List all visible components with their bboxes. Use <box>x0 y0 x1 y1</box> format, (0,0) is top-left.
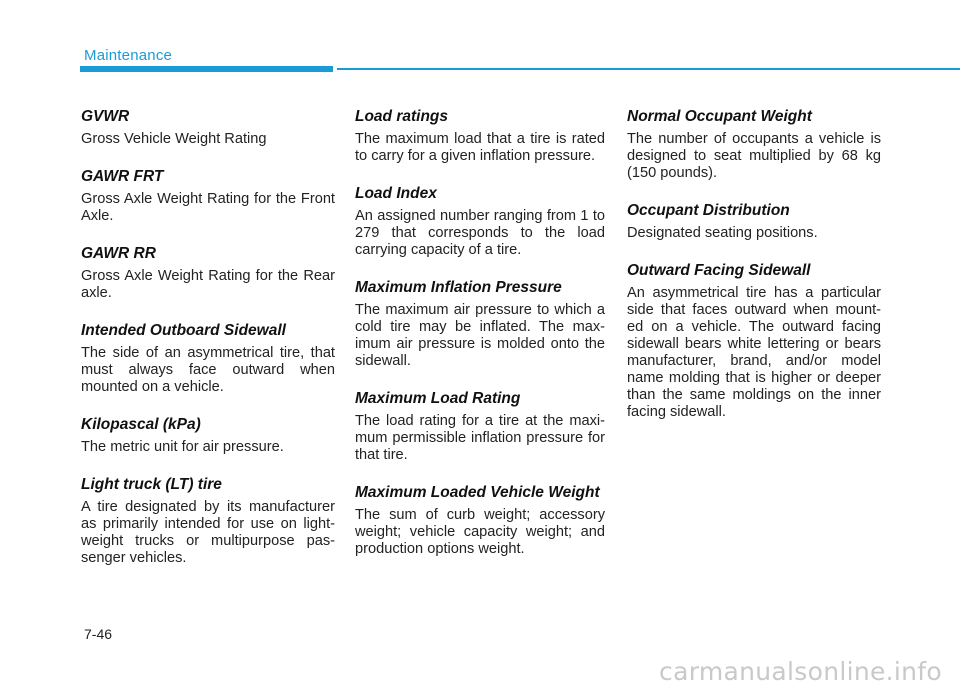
entry-definition: The sum of curb weight; accessory weight; vehicle capacity weight; and production options weight. <box>355 507 605 557</box>
column-1 <box>81 108 335 587</box>
entry-definition: The side of an asymmetrical tire, that must always face outward when mounted on a vehicle. <box>81 345 335 395</box>
entry-definition: The maximum air pressure to which a cold tire may be inflated. The max-imum air pressure is molded onto the sidewall. <box>355 302 605 369</box>
glossary-entry <box>355 185 605 259</box>
glossary-entry <box>355 390 605 464</box>
entry-term: GAWR FRT <box>81 168 164 185</box>
entry-definition: An asymmetrical tire has a particular side that faces outward when mount-ed on a vehicle. The outward facing sidewall bears white lettering or bears manufacturer, brand, and/or model name molding that is higher or deeper than the same moldings on the inner facing sidewall. <box>627 285 881 420</box>
entry-term: GAWR RR <box>81 245 156 262</box>
glossary-entry <box>81 245 335 302</box>
glossary-entry <box>81 108 335 148</box>
entry-definition: The load rating for a tire at the maxi-mum permissible inflation pressure for that tire. <box>355 413 605 463</box>
entry-definition: An assigned number ranging from 1 to 279 that corresponds to the load carrying capacity of a tire. <box>355 208 605 258</box>
column-2 <box>355 108 605 578</box>
entry-term: Outward Facing Sidewall <box>627 262 811 279</box>
header-rule-thin <box>337 68 960 70</box>
glossary-entry <box>355 108 605 165</box>
glossary-entry <box>81 322 335 396</box>
entry-term: GVWR <box>81 108 130 125</box>
entry-term: Load Index <box>355 185 437 202</box>
glossary-entry <box>627 202 881 242</box>
entry-term: Intended Outboard Sidewall <box>81 322 286 339</box>
entry-definition: Designated seating positions. <box>627 225 818 241</box>
entry-term: Kilopascal (kPa) <box>81 416 201 433</box>
column-3 <box>627 108 881 441</box>
glossary-entry <box>627 262 881 421</box>
glossary-entry <box>81 416 335 456</box>
entry-term: Maximum Loaded Vehicle Weight <box>355 484 600 501</box>
entry-definition: Gross Axle Weight Rating for the Rear axle. <box>81 268 335 301</box>
glossary-entry <box>355 279 605 370</box>
entry-definition: The number of occupants a vehicle is designed to seat multiplied by 68 kg (150 pounds). <box>627 131 881 181</box>
section-title: Maintenance <box>84 47 173 64</box>
entry-term: Occupant Distribution <box>627 202 790 219</box>
entry-term: Maximum Inflation Pressure <box>355 279 562 296</box>
glossary-entry <box>81 476 335 567</box>
entry-term: Normal Occupant Weight <box>627 108 812 125</box>
entry-term: Light truck (LT) tire <box>81 476 222 493</box>
entry-definition: A tire designated by its manufacturer as primarily intended for use on light-weight trucks or multipurpose pas-senger vehicles. <box>81 499 335 566</box>
glossary-entry <box>627 108 881 182</box>
entry-term: Maximum Load Rating <box>355 390 521 407</box>
glossary-entry <box>81 168 335 225</box>
glossary-entry <box>355 484 605 558</box>
entry-definition: Gross Vehicle Weight Rating <box>81 131 267 147</box>
entry-definition: The maximum load that a tire is rated to carry for a given inflation pressure. <box>355 131 605 164</box>
entry-definition: Gross Axle Weight Rating for the Front Axle. <box>81 191 335 224</box>
entry-term: Load ratings <box>355 108 449 125</box>
page-number: 7-46 <box>84 626 113 642</box>
watermark: carmanualsonline.info <box>659 657 942 686</box>
entry-definition: The metric unit for air pressure. <box>81 439 284 455</box>
header-rule-thick <box>80 66 333 72</box>
